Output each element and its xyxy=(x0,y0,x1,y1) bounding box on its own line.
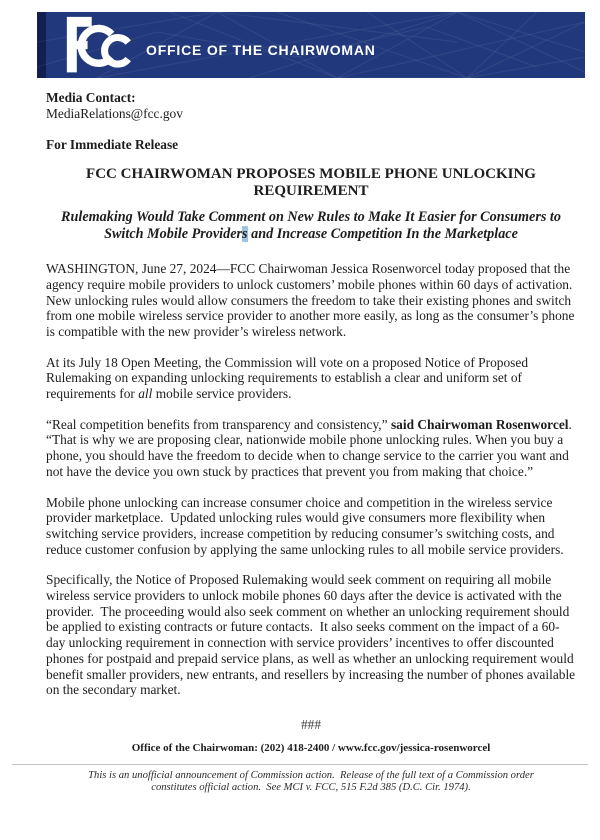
document-body xyxy=(0,78,600,795)
paragraph-text: “Real competition benefits from transparency and consistency,” xyxy=(46,416,391,432)
header-banner xyxy=(37,12,585,78)
media-contact-email: MediaRelations@fcc.gov xyxy=(46,105,183,121)
attribution-bold-text: said Chairwoman Rosenworcel xyxy=(390,416,569,432)
paragraph-text: At its July 18 Open Meeting, the Commission will vote on a proposed Notice of Proposed Rulemaking on expanding unlocking requirements to establish a clear and uniform set of requirements for xyxy=(46,354,532,402)
end-of-release-mark: ### xyxy=(300,716,322,732)
subtitle-text-after: and Increase Competition In the Marketplace xyxy=(247,225,518,242)
subtitle-text: Rulemaking Would Take Comment on New Rules to Make It Easier for Consumers to Switch Mobile Provider xyxy=(61,209,565,242)
disclaimer-text: This is an unofficial announcement of Commission action. Release of the full text of a Commission order constitutes official action. See MCI v. FCC, 515 F.2d 385 (D.C. Cir. 1974). xyxy=(88,769,537,794)
paragraph-dateline-lead: WASHINGTON, June 27, 2024—FCC Chairwoman Jessica Rosenworcel today proposed that the agency require mobile providers to unlock customers’ mobile phones within 60 days of activation. New unlocking rules would allow consumers the freedom to take their existing phones and switch from one mobile wireless service provider to another more easily, as long as the consumer’s phone is compatible with the new provider’s wireless network. xyxy=(46,261,580,339)
banner-content xyxy=(59,16,376,74)
paragraph-specifics: Specifically, the Notice of Proposed Rulemaking would seek comment on requiring all mobile wireless service providers to unlock mobile phones 60 days after the device is activated with the provider. The proceeding would also seek comment on whether an unlocking requirement should be applied to existing contracts or future contacts. It also seeks comment on the impact of a 60-day unlocking requirement in connection with service providers’ incentives to offer discounted phones for postpaid and prepaid service plans, as well as whether an unlocking requirement would benefit smaller providers, new entrants, and resellers by increasing the number of phones available on the secondary market. xyxy=(46,572,579,698)
masthead xyxy=(46,90,576,121)
release-status: For Immediate Release xyxy=(46,137,179,153)
subtitle-selected-character: s xyxy=(242,225,248,242)
paragraph-italic-text: all xyxy=(138,386,153,402)
paragraph-open-meeting xyxy=(46,355,576,402)
office-contact-line: Office of the Chairwoman: (202) 418-2400 / www.fcc.gov/jessica-rosenworcel xyxy=(131,741,491,754)
paragraph-quote xyxy=(46,416,579,480)
paragraph-text: mobile service providers. xyxy=(152,386,292,402)
footer-divider xyxy=(12,764,588,765)
media-contact-label: Media Contact: xyxy=(46,90,136,105)
office-of-chairwoman-label: OFFICE OF THE CHAIRWOMAN xyxy=(146,42,376,58)
fcc-logo-icon xyxy=(59,16,141,74)
headline-subtitle xyxy=(48,209,574,242)
paragraph-text: . “That is why we are proposing clear, nationwide mobile phone unlocking rules. When you buy a phone, you should have the freedom to decide when to change service to the carrier you want and not have the device you own stuck by practices that prevent you from making that choice.” xyxy=(46,416,579,479)
paragraph-benefits: Mobile phone unlocking can increase consumer choice and competition in the wireless service provider marketplace. Updated unlocking rules would give consumers more flexibility when switching service providers, increase competition by reducing consumer’s switching costs, and reduce customer confusion by applying the same unlocking rules to all mobile service providers. xyxy=(46,494,564,557)
headline-title: FCC CHAIRWOMAN PROPOSES MOBILE PHONE UNLOCKING REQUIREMENT xyxy=(86,166,536,200)
